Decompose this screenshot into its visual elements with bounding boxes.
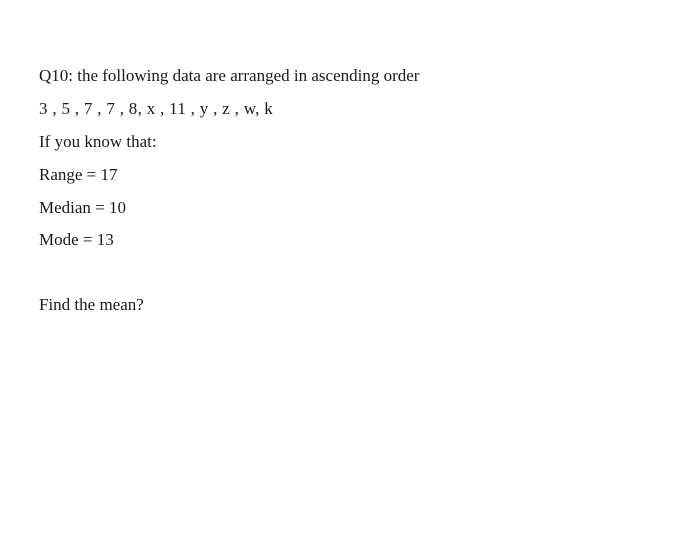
condition-median: Median = 10 <box>39 198 127 217</box>
question-title: Q10: the following data are arranged in ascending order <box>39 66 420 85</box>
data-list: 3 , 5 , 7 , 7 , 8, x , 11 , y , z , w, k <box>39 99 274 118</box>
condition-mode: Mode = 13 <box>39 230 114 249</box>
question-prompt: Find the mean? <box>39 295 144 314</box>
condition-intro: If you know that: <box>39 132 157 151</box>
condition-range: Range = 17 <box>39 165 118 184</box>
